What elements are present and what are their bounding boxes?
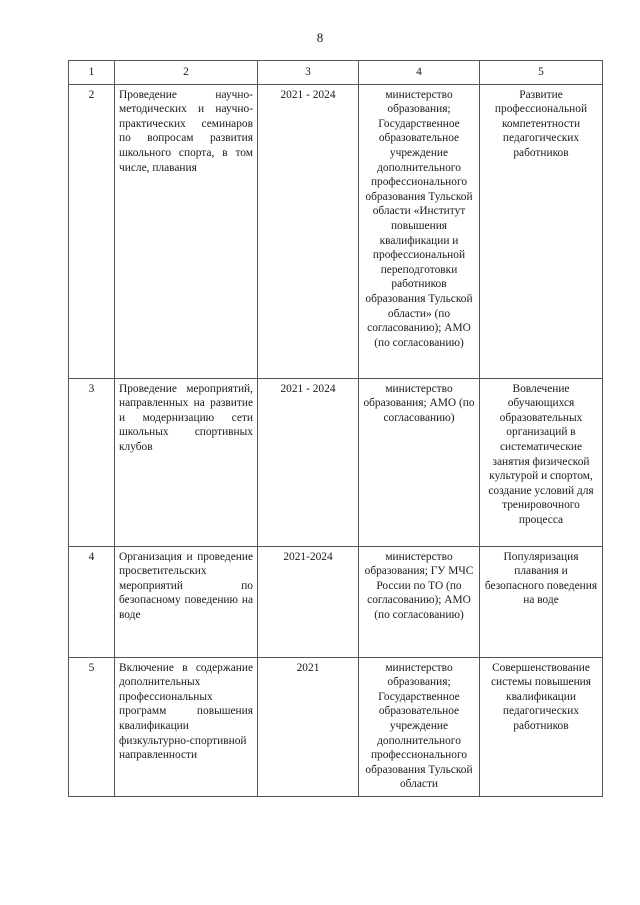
responsible-parties: министерство образования; Государственное образовательное учреждение дополнительного профессионального образования Тульской области — [359, 657, 480, 796]
table-row — [69, 84, 603, 378]
event-description: Организация и проведение просветительских мероприятий по безопасному поведению на воде — [115, 546, 258, 657]
table-row — [69, 657, 603, 796]
responsible-parties: министерство образования; АМО (по согласованию) — [359, 378, 480, 546]
event-period: 2021 - 2024 — [258, 84, 359, 378]
responsible-parties: министерство образования; Государственное образовательное учреждение дополнительного профессионального образования Тульской области «Институт повышения квалификации и профессиональной переподготовки работников образования Тульской области» (по согласованию); АМО (по согласованию) — [359, 84, 480, 378]
table-row — [69, 546, 603, 657]
column-header-1: 1 — [69, 61, 115, 85]
event-description: Проведение мероприятий, направленных на развитие и модернизацию сети школьных спортивных клубов — [115, 378, 258, 546]
row-number: 4 — [69, 546, 115, 657]
column-header-2: 2 — [115, 61, 258, 85]
column-header-3: 3 — [258, 61, 359, 85]
column-header-5: 5 — [480, 61, 603, 85]
column-header-4: 4 — [359, 61, 480, 85]
event-description: Проведение научно-методических и научно-практических семинаров по вопросам развития школьного спорта, в том числе, плавания — [115, 84, 258, 378]
row-number: 5 — [69, 657, 115, 796]
event-period: 2021 — [258, 657, 359, 796]
expected-result: Развитие профессиональной компетентности педагогических работников — [480, 84, 603, 378]
activities-table — [68, 60, 603, 797]
expected-result: Популяризация плавания и безопасного поведения на воде — [480, 546, 603, 657]
table-header-row — [69, 61, 603, 85]
responsible-parties: министерство образования; ГУ МЧС России по ТО (по согласованию); АМО (по согласованию) — [359, 546, 480, 657]
event-period: 2021-2024 — [258, 546, 359, 657]
table-row — [69, 378, 603, 546]
event-period: 2021 - 2024 — [258, 378, 359, 546]
row-number: 2 — [69, 84, 115, 378]
event-description: Включение в содержание дополнительных профессиональных программ повышения квалификации физкультурно-спортивной направленности — [115, 657, 258, 796]
expected-result: Вовлечение обучающихся образовательных организаций в систематические занятия физической культурой и спортом, создание условий для тренировочного процесса — [480, 378, 603, 546]
expected-result: Совершенствование системы повышения квалификации педагогических работников — [480, 657, 603, 796]
page-number: 8 — [316, 30, 324, 45]
row-number: 3 — [69, 378, 115, 546]
